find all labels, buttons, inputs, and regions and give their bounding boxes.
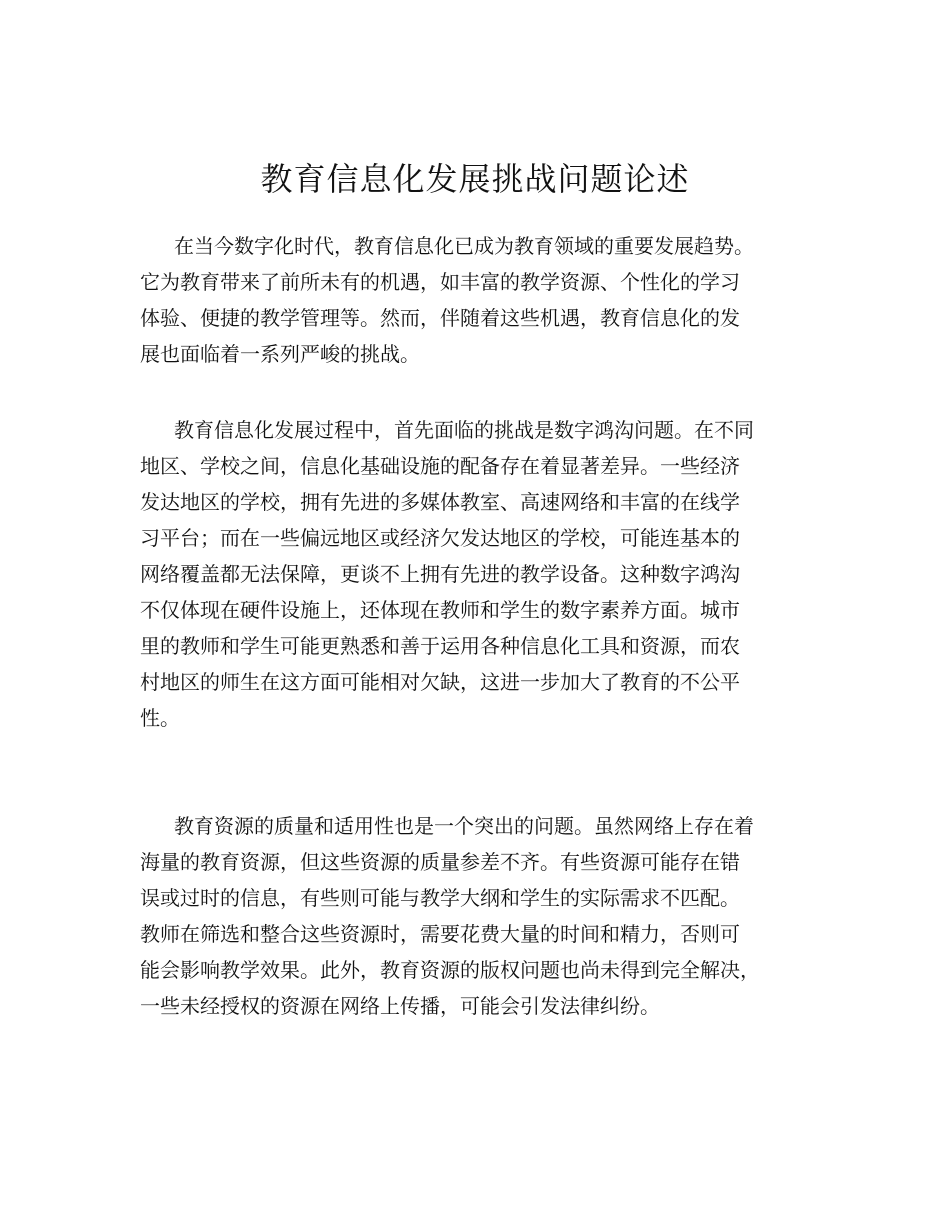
paragraph-line: 里的教师和学生可能更熟悉和善于运用各种信息化工具和资源，而农	[140, 634, 740, 658]
document-title: 教育信息化发展挑战问题论述	[260, 160, 690, 198]
paragraph-line: 能会影响教学效果。此外，教育资源的版权问题也尚未得到完全解决，	[140, 958, 760, 982]
paragraph-line: 教育信息化发展过程中，首先面临的挑战是数字鸿沟问题。在不同	[174, 418, 754, 442]
paragraph-line: 一些未经授权的资源在网络上传播，可能会引发法律纠纷。	[140, 994, 660, 1018]
paragraph-line: 展也面临着一系列严峻的挑战。	[140, 342, 420, 366]
paragraph-line: 在当今数字化时代，教育信息化已成为教育领域的重要发展趋势。	[174, 234, 754, 258]
paragraph-line: 性。	[140, 706, 180, 730]
paragraph-line: 地区、学校之间，信息化基础设施的配备存在着显著差异。一些经济	[140, 454, 740, 478]
paragraph-line: 网络覆盖都无法保障，更谈不上拥有先进的教学设备。这种数字鸿沟	[140, 562, 740, 586]
paragraph-line: 它为教育带来了前所未有的机遇，如丰富的教学资源、个性化的学习	[140, 270, 740, 294]
paragraph-line: 误或过时的信息，有些则可能与教学大纲和学生的实际需求不匹配。	[140, 886, 740, 910]
paragraph-line: 教育资源的质量和适用性也是一个突出的问题。虽然网络上存在着	[174, 814, 754, 838]
paragraph-line: 发达地区的学校，拥有先进的多媒体教室、高速网络和丰富的在线学	[140, 490, 740, 514]
paragraph-line: 体验、便捷的教学管理等。然而，伴随着这些机遇，教育信息化的发	[140, 306, 740, 330]
paragraph-intro	[140, 228, 840, 372]
paragraph-line: 村地区的师生在这方面可能相对欠缺，这进一步加大了教育的不公平	[140, 670, 740, 694]
paragraph-line: 教师在筛选和整合这些资源时，需要花费大量的时间和精力，否则可	[140, 922, 740, 946]
paragraph-resource-quality	[140, 808, 840, 1024]
paragraph-line: 海量的教育资源，但这些资源的质量参差不齐。有些资源可能存在错	[140, 850, 740, 874]
paragraph-line: 不仅体现在硬件设施上，还体现在教师和学生的数字素养方面。城市	[140, 598, 740, 622]
paragraph-line: 习平台；而在一些偏远地区或经济欠发达地区的学校，可能连基本的	[140, 526, 740, 550]
paragraph-digital-divide	[140, 412, 840, 736]
